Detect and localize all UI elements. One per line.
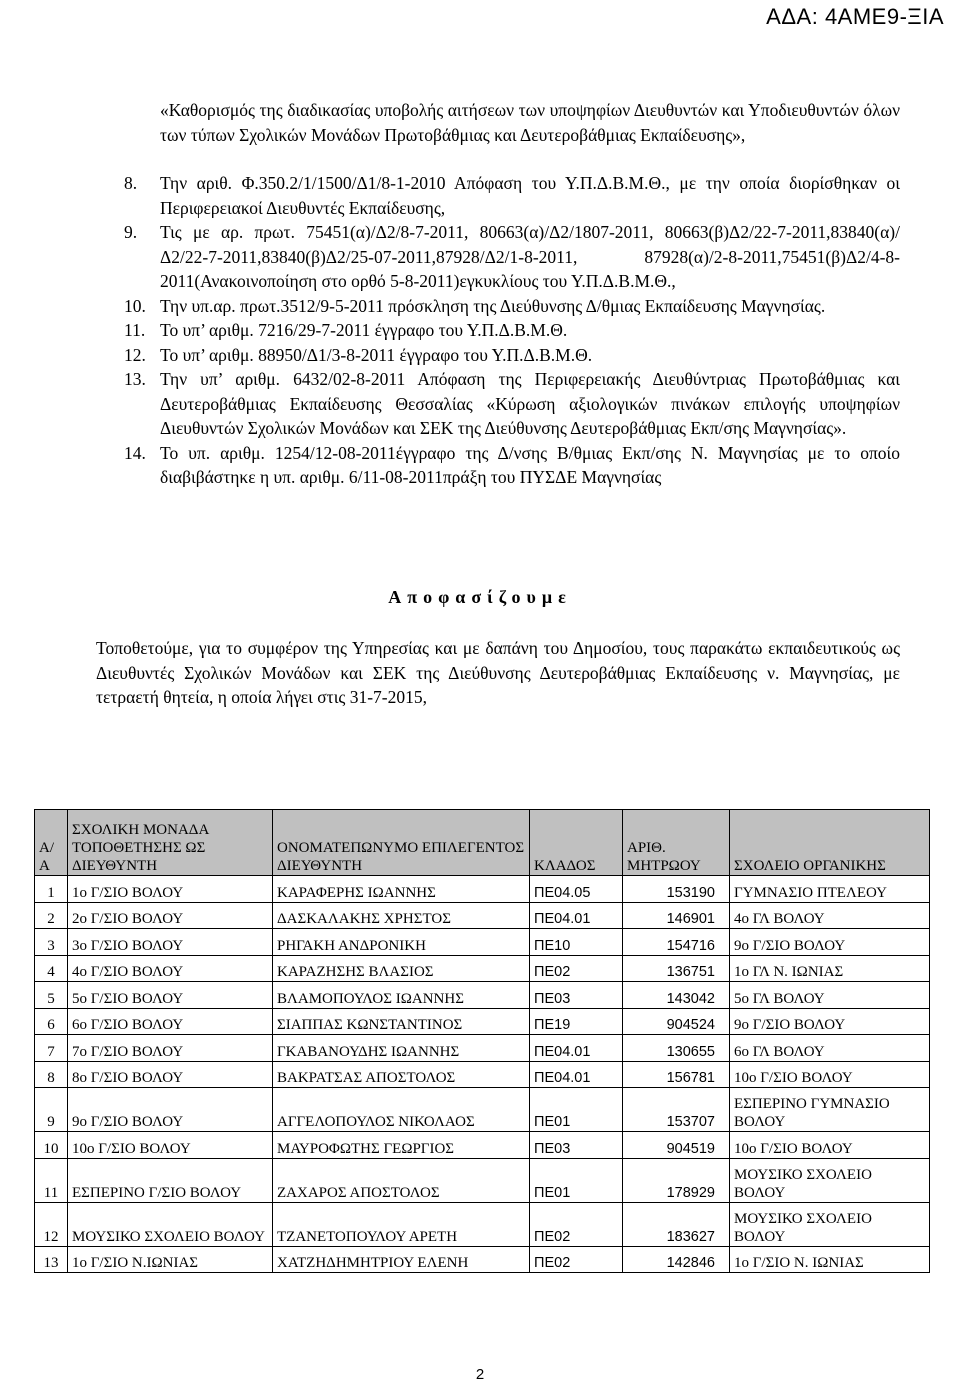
cell-aa: 1 bbox=[35, 876, 68, 903]
cell-school: 7ο Γ/ΣΙΟ ΒΟΛΟΥ bbox=[68, 1035, 273, 1062]
page-number: 2 bbox=[475, 1366, 485, 1383]
cell-aa: 12 bbox=[35, 1202, 68, 1246]
cell-organic-school: 4ο ΓΛ ΒΟΛΟΥ bbox=[730, 902, 930, 929]
cell-name: ΒΑΚΡΑΤΣΑΣ ΑΠΟΣΤΟΛΟΣ bbox=[273, 1061, 530, 1088]
quoted-title-text: «Καθορισμός της διαδικασίας υποβολής αιτήσεων των υποψηφίων Διευθυντών και Υποδιευθυντών όλων των τύπων Σχολικών Μονάδων Πρωτοβάθμιας και Δευτεροβάθμιας Εκπαίδευσης», bbox=[160, 100, 900, 145]
cell-school: 6ο Γ/ΣΙΟ ΒΟΛΟΥ bbox=[68, 1008, 273, 1035]
decision-heading: Αποφασίζουμε bbox=[388, 587, 572, 607]
cell-branch: ΠΕ03 bbox=[530, 982, 623, 1009]
cell-name: ΔΑΣΚΑΛΑΚΗΣ ΧΡΗΣΤΟΣ bbox=[273, 902, 530, 929]
reference-text: Το υπ’ αριθμ. 7216/29-7-2011 έγγραφο του Υ.Π.Δ.Β.Μ.Θ. bbox=[160, 320, 568, 340]
cell-branch: ΠΕ02 bbox=[530, 1246, 623, 1273]
cell-organic-school: 9ο Γ/ΣΙΟ ΒΟΛΟΥ bbox=[730, 1008, 930, 1035]
cell-name: ΧΑΤΖΗΔΗΜΗΤΡΙΟΥ ΕΛΕΝΗ bbox=[273, 1246, 530, 1273]
cell-registry: 136751 bbox=[623, 955, 730, 982]
col-school: ΣΧΟΛΙΚΗ ΜΟΝΑΔΑ ΤΟΠΟΘΕΤΗΣΗΣ ΩΣ ΔΙΕΥΘΥΝΤΗ bbox=[68, 810, 273, 876]
quoted-title bbox=[160, 98, 900, 147]
cell-school: 1ο Γ/ΣΙΟ ΒΟΛΟΥ bbox=[68, 876, 273, 903]
col-aa: Α/Α bbox=[35, 810, 68, 876]
cell-aa: 3 bbox=[35, 929, 68, 956]
reference-number: 11. bbox=[124, 320, 146, 340]
reference-item bbox=[124, 171, 900, 220]
cell-aa: 10 bbox=[35, 1132, 68, 1159]
cell-organic-school: 5ο ΓΛ ΒΟΛΟΥ bbox=[730, 982, 930, 1009]
table-row bbox=[35, 929, 930, 956]
cell-organic-school: 6ο ΓΛ ΒΟΛΟΥ bbox=[730, 1035, 930, 1062]
reference-number: 9. bbox=[124, 222, 138, 242]
cell-branch: ΠΕ03 bbox=[530, 1132, 623, 1159]
reference-item bbox=[124, 367, 900, 441]
reference-number: 8. bbox=[124, 173, 138, 193]
cell-name: ΜΑΥΡΟΦΩΤΗΣ ΓΕΩΡΓΙΟΣ bbox=[273, 1132, 530, 1159]
cell-name: ΤΖΑΝΕΤΟΠΟΥΛΟΥ ΑΡΕΤΗ bbox=[273, 1202, 530, 1246]
reference-number: 10. bbox=[124, 295, 146, 316]
cell-organic-school: 10ο Γ/ΣΙΟ ΒΟΛΟΥ bbox=[730, 1061, 930, 1088]
reference-number: 12. bbox=[124, 344, 146, 365]
cell-branch: ΠΕ04.05 bbox=[530, 876, 623, 903]
reference-number: 14. bbox=[124, 442, 146, 463]
cell-name: ΖΑΧΑΡΟΣ ΑΠΟΣΤΟΛΟΣ bbox=[273, 1158, 530, 1202]
cell-organic-school: 1ο Γ/ΣΙΟ Ν. ΙΩΝΙΑΣ bbox=[730, 1246, 930, 1273]
cell-registry: 183627 bbox=[623, 1202, 730, 1246]
cell-school: 8ο Γ/ΣΙΟ ΒΟΛΟΥ bbox=[68, 1061, 273, 1088]
cell-school: 5ο Γ/ΣΙΟ ΒΟΛΟΥ bbox=[68, 982, 273, 1009]
cell-branch: ΠΕ01 bbox=[530, 1158, 623, 1202]
cell-school: 1ο Γ/ΣΙΟ Ν.ΙΩΝΙΑΣ bbox=[68, 1246, 273, 1273]
cell-registry: 143042 bbox=[623, 982, 730, 1009]
cell-aa: 4 bbox=[35, 955, 68, 982]
reference-text: Την αριθ. Φ.350.2/1/1500/Δ1/8-1-2010 Απόφαση του Υ.Π.Δ.Β.Μ.Θ., με την οποία διορίσθηκαν οι Περιφερειακοί Διευθυντές Εκπαίδευσης, bbox=[160, 173, 900, 218]
table-row bbox=[35, 1246, 930, 1273]
cell-name: ΓΚΑΒΑΝΟΥΔΗΣ ΙΩΑΝΝΗΣ bbox=[273, 1035, 530, 1062]
reference-text: Την υπ’ αριθμ. 6432/02-8-2011 Απόφαση της Περιφερειακής Διευθύντριας Πρωτοβάθμιας και Δευτεροβάθμιας Εκπαίδευσης Θεσσαλίας «Κύρωση αξιολογικών πινάκων επιλογής υποψηφίων Διευθυντών Σχολικών Μονάδων και ΣΕΚ της Διεύθυνσης Δευτεροβάθμιας Εκπ/σης Μαγνησίας». bbox=[160, 369, 900, 438]
cell-name: ΣΙΑΠΠΑΣ ΚΩΝΣΤΑΝΤΙΝΟΣ bbox=[273, 1008, 530, 1035]
reference-text: Τις με αρ. πρωτ. 75451(α)/Δ2/8-7-2011, 80663(α)/Δ2/1807-2011, 80663(β)Δ2/22-7-2011,83840(α)/Δ2/22-7-2011,83840(β)Δ2/25-07-2011,87928/Δ2/1-8-2011, 87928(α)/2-8-2011,75451(β)Δ2/4-8-2011(Ανακοινοποίηση στο ορθό 5-8-2011)εγκυκλίους του Υ.Π.Δ.Β.Μ.Θ., bbox=[160, 222, 900, 291]
cell-organic-school: ΜΟΥΣΙΚΟ ΣΧΟΛΕΙΟ ΒΟΛΟΥ bbox=[730, 1202, 930, 1246]
reference-item bbox=[124, 441, 900, 490]
table-row bbox=[35, 1202, 930, 1246]
cell-branch: ΠΕ01 bbox=[530, 1088, 623, 1132]
table-row bbox=[35, 902, 930, 929]
decision-text: Τοποθετούμε, για το συμφέρον της Υπηρεσίας και με δαπάνη του Δημοσίου, τους παρακάτω εκπαιδευτικούς ως Διευθυντές Σχολικών Μονάδων και ΣΕΚ της Διεύθυνσης Δευτεροβάθμιας Εκπαίδευσης ν. Μαγνησίας, με τετραετή θητεία, η οποία λήγει στις 31-7-2015, bbox=[96, 638, 900, 707]
cell-registry: 904519 bbox=[623, 1132, 730, 1159]
cell-aa: 5 bbox=[35, 982, 68, 1009]
appointments-table bbox=[34, 809, 930, 1273]
reference-item bbox=[124, 343, 900, 368]
cell-organic-school: ΕΣΠΕΡΙΝΟ ΓΥΜΝΑΣΙΟ ΒΟΛΟΥ bbox=[730, 1088, 930, 1132]
cell-organic-school: 9ο Γ/ΣΙΟ ΒΟΛΟΥ bbox=[730, 929, 930, 956]
reference-item bbox=[124, 318, 900, 343]
reference-text: Το υπ’ αριθμ. 88950/Δ1/3-8-2011 έγγραφο του Υ.Π.Δ.Β.Μ.Θ. bbox=[160, 344, 593, 365]
cell-registry: 146901 bbox=[623, 902, 730, 929]
cell-aa: 13 bbox=[35, 1246, 68, 1273]
col-name: ΟΝΟΜΑΤΕΠΩΝΥΜΟ ΕΠΙΛΕΓΕΝΤΟΣ ΔΙΕΥΘΥΝΤΗ bbox=[273, 810, 530, 876]
reference-text: Το υπ. αριθμ. 1254/12-08-2011έγγραφο της Δ/νσης Β/θμιας Εκπ/σης Ν. Μαγνησίας με το οποίο διαβιβάστηκε η υπ. αριθμ. 6/11-08-2011πράξη του ΠΥΣΔΕ Μαγνησίας bbox=[160, 442, 900, 487]
table-row bbox=[35, 1132, 930, 1159]
cell-branch: ΠΕ04.01 bbox=[530, 1061, 623, 1088]
cell-name: ΡΗΓΑΚΗ ΑΝΔΡΟΝΙΚΗ bbox=[273, 929, 530, 956]
reference-number: 13. bbox=[124, 369, 146, 389]
cell-registry: 153190 bbox=[623, 876, 730, 903]
table-body bbox=[35, 876, 930, 1273]
table-row bbox=[35, 955, 930, 982]
col-branch: ΚΛΑΔΟΣ bbox=[530, 810, 623, 876]
cell-aa: 7 bbox=[35, 1035, 68, 1062]
table-row bbox=[35, 1088, 930, 1132]
table-row bbox=[35, 876, 930, 903]
cell-branch: ΠΕ04.01 bbox=[530, 902, 623, 929]
cell-name: ΚΑΡΑΖΗΣΗΣ ΒΛΑΣΙΟΣ bbox=[273, 955, 530, 982]
table-row bbox=[35, 1061, 930, 1088]
cell-branch: ΠΕ10 bbox=[530, 929, 623, 956]
reference-item bbox=[124, 220, 900, 294]
table-row bbox=[35, 1035, 930, 1062]
cell-aa: 6 bbox=[35, 1008, 68, 1035]
cell-registry: 904524 bbox=[623, 1008, 730, 1035]
cell-aa: 11 bbox=[35, 1158, 68, 1202]
table-header-row bbox=[35, 810, 930, 876]
reference-text: Την υπ.αρ. πρωτ.3512/9-5-2011 πρόσκληση της Διεύθυνσης Δ/θμιας Εκπαίδευσης Μαγνησίας. bbox=[160, 295, 826, 316]
cell-branch: ΠΕ02 bbox=[530, 1202, 623, 1246]
table-row bbox=[35, 1008, 930, 1035]
cell-school: 2ο Γ/ΣΙΟ ΒΟΛΟΥ bbox=[68, 902, 273, 929]
table-row bbox=[35, 982, 930, 1009]
cell-school: ΜΟΥΣΙΚΟ ΣΧΟΛΕΙΟ ΒΟΛΟΥ bbox=[68, 1202, 273, 1246]
col-registry: ΑΡΙΘ. ΜΗΤΡΩΟΥ bbox=[623, 810, 730, 876]
cell-name: ΑΓΓΕΛΟΠΟΥΛΟΣ ΝΙΚΟΛΑΟΣ bbox=[273, 1088, 530, 1132]
cell-name: ΒΛΑΜΟΠΟΥΛΟΣ ΙΩΑΝΝΗΣ bbox=[273, 982, 530, 1009]
cell-registry: 154716 bbox=[623, 929, 730, 956]
cell-school: 3ο Γ/ΣΙΟ ΒΟΛΟΥ bbox=[68, 929, 273, 956]
ada-code: ΑΔΑ: 4ΑΜΕ9-ΞΙΑ bbox=[766, 4, 944, 29]
cell-branch: ΠΕ19 bbox=[530, 1008, 623, 1035]
cell-organic-school: ΜΟΥΣΙΚΟ ΣΧΟΛΕΙΟ ΒΟΛΟΥ bbox=[730, 1158, 930, 1202]
cell-registry: 142846 bbox=[623, 1246, 730, 1273]
cell-school: ΕΣΠΕΡΙΝΟ Γ/ΣΙΟ ΒΟΛΟΥ bbox=[68, 1158, 273, 1202]
cell-aa: 9 bbox=[35, 1088, 68, 1132]
cell-organic-school: ΓΥΜΝΑΣΙΟ ΠΤΕΛΕΟΥ bbox=[730, 876, 930, 903]
col-organic-school: ΣΧΟΛΕΙΟ ΟΡΓΑΝΙΚΗΣ bbox=[730, 810, 930, 876]
cell-organic-school: 10ο Γ/ΣΙΟ ΒΟΛΟΥ bbox=[730, 1132, 930, 1159]
cell-aa: 2 bbox=[35, 902, 68, 929]
cell-school: 10ο Γ/ΣΙΟ ΒΟΛΟΥ bbox=[68, 1132, 273, 1159]
cell-organic-school: 1ο ΓΛ Ν. ΙΩΝΙΑΣ bbox=[730, 955, 930, 982]
references-list bbox=[124, 171, 900, 490]
table-row bbox=[35, 1158, 930, 1202]
cell-registry: 178929 bbox=[623, 1158, 730, 1202]
cell-branch: ΠΕ02 bbox=[530, 955, 623, 982]
cell-registry: 153707 bbox=[623, 1088, 730, 1132]
cell-name: ΚΑΡΑΦΕΡΗΣ ΙΩΑΝΝΗΣ bbox=[273, 876, 530, 903]
reference-item bbox=[124, 294, 900, 319]
cell-school: 4ο Γ/ΣΙΟ ΒΟΛΟΥ bbox=[68, 955, 273, 982]
cell-school: 9ο Γ/ΣΙΟ ΒΟΛΟΥ bbox=[68, 1088, 273, 1132]
cell-registry: 156781 bbox=[623, 1061, 730, 1088]
cell-registry: 130655 bbox=[623, 1035, 730, 1062]
cell-aa: 8 bbox=[35, 1061, 68, 1088]
cell-branch: ΠΕ04.01 bbox=[530, 1035, 623, 1062]
